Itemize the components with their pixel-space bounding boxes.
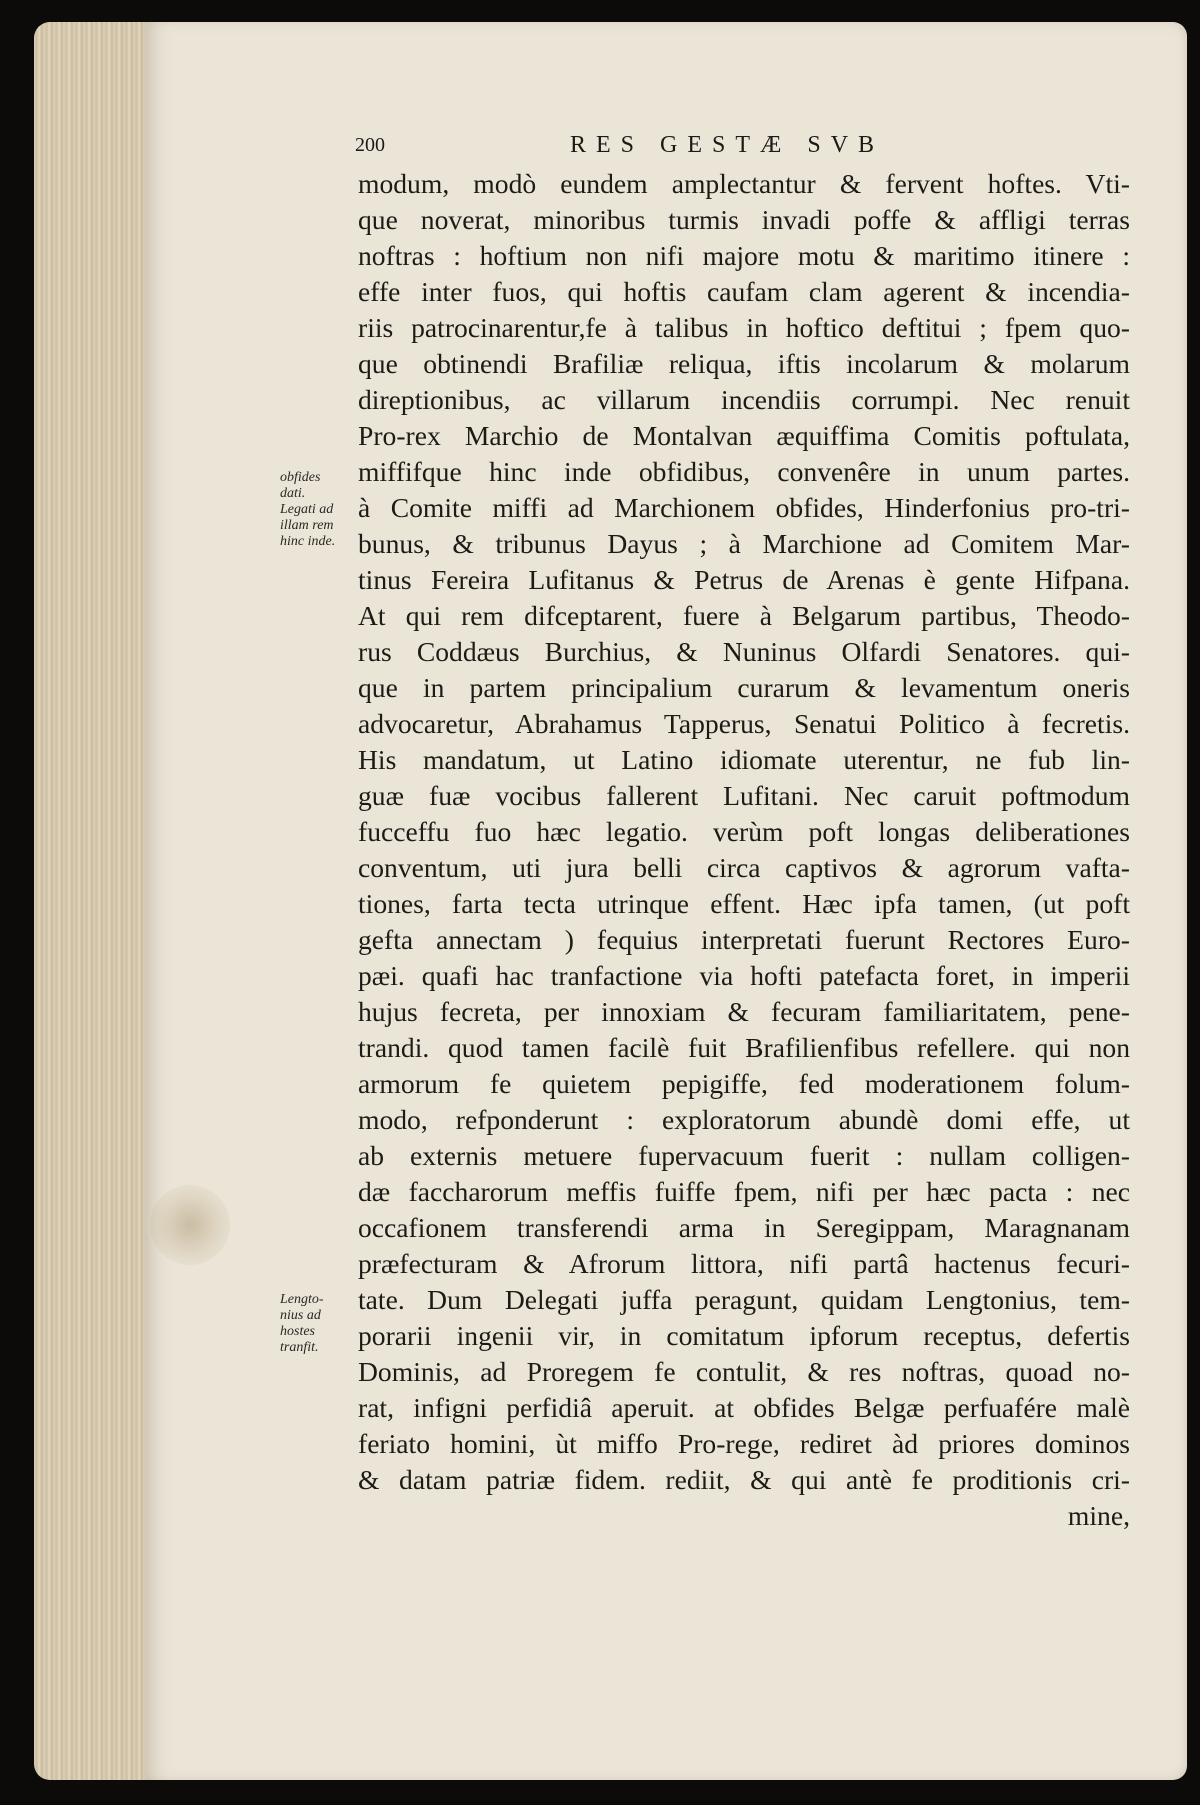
margin-note-obsides — [280, 470, 340, 502]
text-line: armorum fe quietem pepigiffe, fed moderationem folum- — [358, 1068, 1130, 1099]
text-line: tiones, farta tecta utrinque effent. Hæc ipfa tamen, (ut poft — [358, 888, 1130, 919]
margin-note-line: dati. — [280, 486, 306, 501]
margin-note-legati — [280, 502, 340, 550]
margin-note-line: hostes — [280, 1324, 315, 1339]
text-line: riis patrocinarentur,fe à talibus in hoftico deftitui ; fpem quo- — [358, 312, 1130, 343]
text-line: feriato homini, ùt miffo Pro-rege, rediret àd priores dominos — [358, 1428, 1130, 1459]
text-line: modo, refponderunt : exploratorum abundè domi effe, ut — [358, 1104, 1130, 1135]
text-line: occafionem transferendi arma in Seregippam, Maragnanam — [358, 1212, 1130, 1243]
text-line: bunus, & tribunus Dayus ; à Marchione ad Comitem Mar- — [358, 528, 1130, 559]
text-line: à Comite miffi ad Marchionem obfides, Hinderfonius pro-tri- — [358, 492, 1130, 523]
text-line: His mandatum, ut Latino idiomate uterentur, ne fub lin- — [358, 744, 1130, 775]
text-line: Pro-rex Marchio de Montalvan æquiffima Comitis poftulata, — [358, 420, 1130, 451]
text-line: porarii ingenii vir, in comitatum ipforum receptus, defertis — [358, 1320, 1130, 1351]
margin-note-line: hinc inde. — [280, 534, 336, 549]
margin-note-line: illam rem — [280, 518, 334, 533]
page-header — [355, 132, 955, 166]
text-line: & datam patriæ fidem. rediit, & qui antè fe proditionis cri- — [358, 1464, 1130, 1495]
text-line: hujus fecreta, per innoxiam & fecuram familiaritatem, pene- — [358, 996, 1130, 1027]
text-line: pæi. quafi hac tranfactione via hofti patefacta foret, in imperii — [358, 960, 1130, 991]
text-line: ab externis metuere fupervacuum fuerit : nullam colligen- — [358, 1140, 1130, 1171]
text-line: tinus Fereira Lufitanus & Petrus de Arenas è gente Hifpana. — [358, 564, 1130, 595]
text-line: direptionibus, ac villarum incendiis corrumpi. Nec renuit — [358, 384, 1130, 415]
text-line: que in partem principalium curarum & levamentum oneris — [358, 672, 1130, 703]
text-line: rus Coddæus Burchius, & Nuninus Olfardi Senatores. qui- — [358, 636, 1130, 667]
text-line: præfecturam & Afrorum littora, nifi partâ hactenus fecuri- — [358, 1248, 1130, 1279]
text-line: noftras : hoftium non nifi majore motu & maritimo itinere : — [358, 240, 1130, 271]
margin-note-line: nius ad — [280, 1308, 321, 1323]
text-line: que noverat, minoribus turmis invadi poffe & affligi terras — [358, 204, 1130, 235]
text-line: fucceffu fuo hæc legatio. verùm poft longas deliberationes — [358, 816, 1130, 847]
text-line: dæ faccharorum meffis fuiffe fpem, nifi per hæc pacta : nec — [358, 1176, 1130, 1207]
text-line: rat, infigni perfidiâ aperuit. at obfides Belgæ perfuafére malè — [358, 1392, 1130, 1423]
text-line: effe inter fuos, qui hoftis caufam clam agerent & incendia- — [358, 276, 1130, 307]
text-line: miffifque hinc inde obfidibus, convenêre in unum partes. — [358, 456, 1130, 487]
text-line: Dominis, ad Proregem fe contulit, & res noftras, quoad no- — [358, 1356, 1130, 1387]
page-number: 200 — [355, 134, 385, 156]
margin-note-line: Lengto- — [280, 1292, 324, 1307]
text-line: guæ fuæ vocibus fallerent Lufitani. Nec caruit poftmodum — [358, 780, 1130, 811]
body-text — [358, 166, 1130, 1534]
text-line: tate. Dum Delegati juffa peragunt, quidam Lengtonius, tem- — [358, 1284, 1130, 1315]
text-line: trandi. quod tamen facilè fuit Brafilienfibus refellere. qui non — [358, 1032, 1130, 1063]
text-line: conventum, uti jura belli circa captivos & agrorum vafta- — [358, 852, 1130, 883]
text-line: advocaretur, Abrahamus Tapperus, Senatui Politico à fecretis. — [358, 708, 1130, 739]
text-line: At qui rem difceptarent, fuere à Belgarum partibus, Theodo- — [358, 600, 1130, 631]
paper-stain — [150, 1185, 230, 1265]
page-edges — [34, 22, 160, 1780]
margin-note-line: Legati ad — [280, 502, 334, 517]
running-head: RES GESTÆ SVB — [570, 132, 885, 158]
text-line-catchword: mine, — [1067, 1500, 1130, 1531]
text-line: que obtinendi Brafiliæ reliqua, iftis incolarum & molarum — [358, 348, 1130, 379]
text-line: modum, modò eundem amplectantur & fervent hoftes. Vti- — [358, 168, 1130, 199]
text-line: gefta annectam ) fequius interpretati fuerunt Rectores Euro- — [358, 924, 1130, 955]
margin-note-line: tranfit. — [280, 1340, 319, 1355]
margin-note-line: obfides — [280, 470, 321, 485]
margin-note-lengtonius — [280, 1292, 340, 1356]
